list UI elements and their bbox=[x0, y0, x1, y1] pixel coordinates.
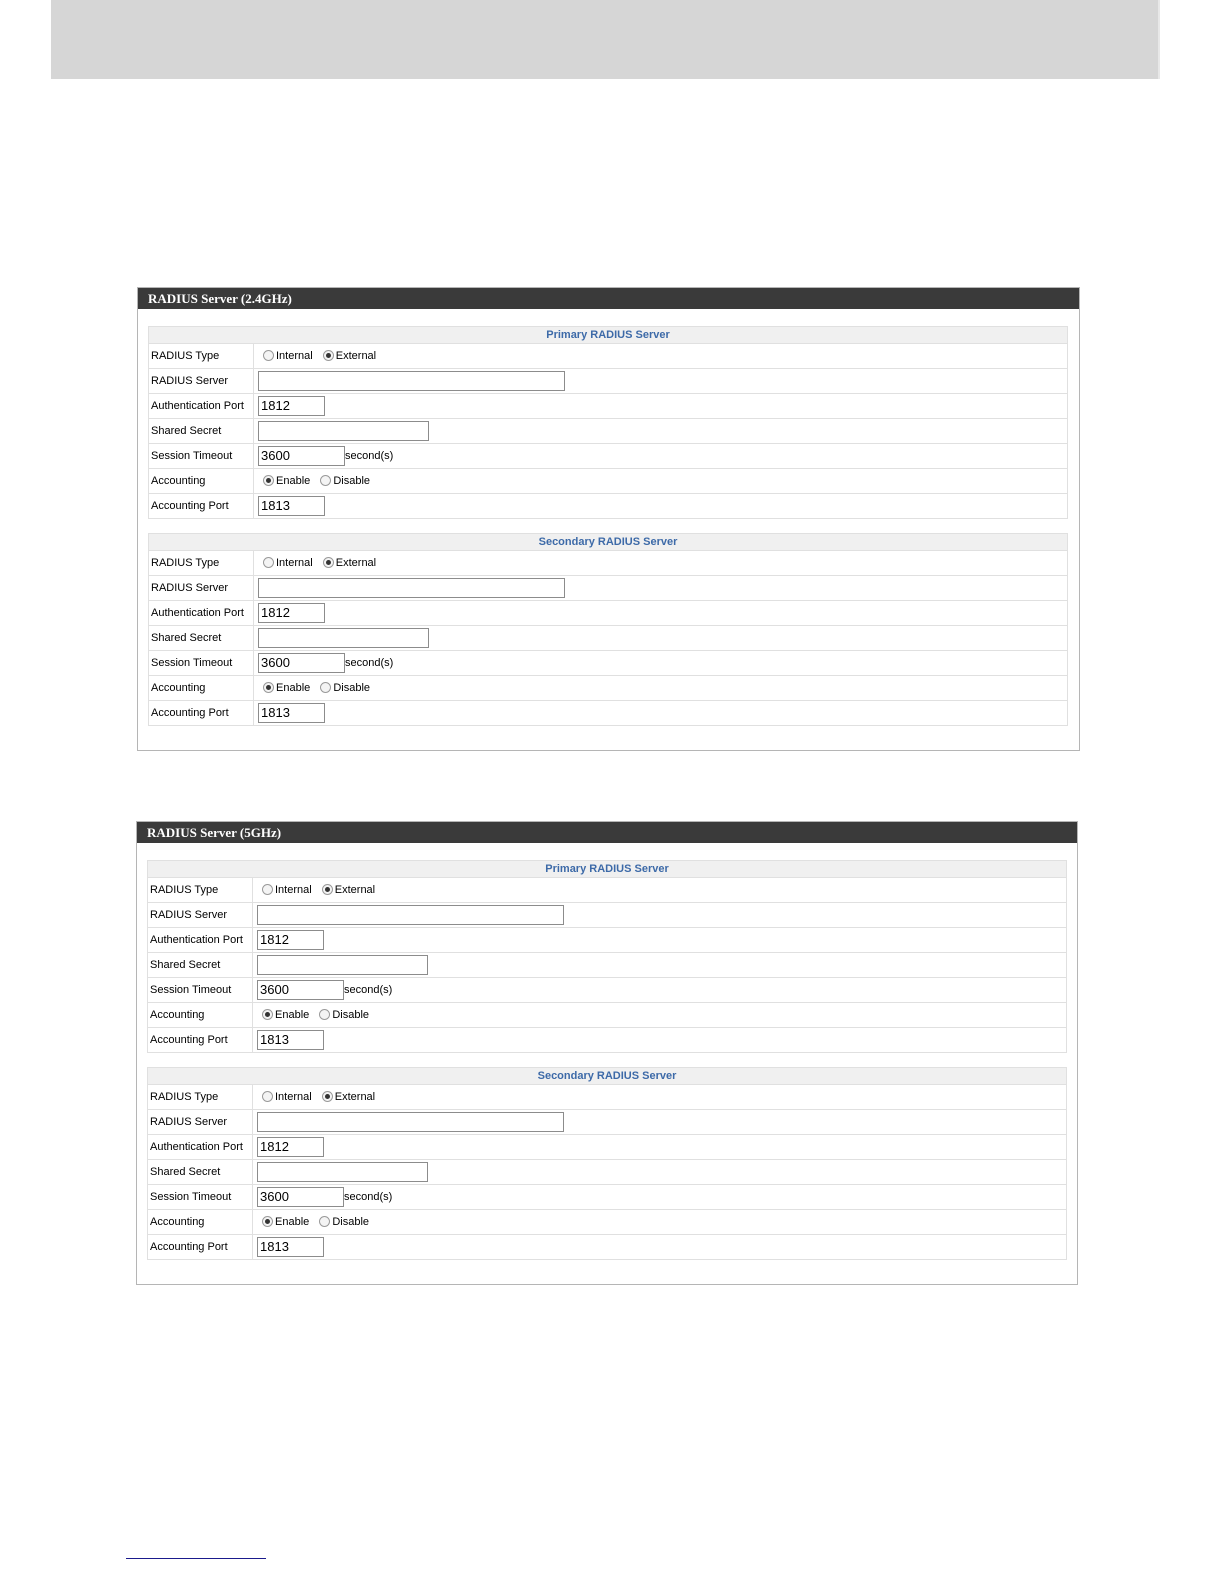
radius-type-external-radio[interactable] bbox=[322, 1091, 333, 1102]
shared-secret-label: Shared Secret bbox=[149, 626, 254, 651]
accounting-enable-radio[interactable] bbox=[263, 682, 274, 693]
primary-radius-table bbox=[148, 326, 1068, 519]
session-timeout-input[interactable]: 3600 bbox=[257, 980, 344, 1000]
session-timeout-unit: second(s) bbox=[345, 656, 394, 669]
section-heading: Primary RADIUS Server bbox=[149, 327, 1068, 344]
radius-type-external-radio[interactable] bbox=[323, 557, 334, 568]
radius-type-internal-radio[interactable] bbox=[263, 350, 274, 361]
session-timeout-label: Session Timeout bbox=[148, 1185, 253, 1210]
section-heading: Secondary RADIUS Server bbox=[149, 534, 1068, 551]
session-timeout-unit: second(s) bbox=[344, 983, 393, 996]
auth-port-input[interactable]: 1812 bbox=[258, 603, 325, 623]
footnote-divider bbox=[126, 1558, 266, 1559]
panel-title: RADIUS Server (2.4GHz) bbox=[138, 288, 1079, 309]
shared-secret-input[interactable] bbox=[258, 628, 429, 648]
accounting-port-input[interactable]: 1813 bbox=[258, 496, 325, 516]
primary-radius-table bbox=[147, 860, 1067, 1053]
radius-server-input[interactable] bbox=[258, 371, 565, 391]
shared-secret-input[interactable] bbox=[257, 955, 428, 975]
accounting-disable-radio[interactable] bbox=[320, 475, 331, 486]
session-timeout-unit: second(s) bbox=[344, 1190, 393, 1203]
auth-port-label: Authentication Port bbox=[148, 928, 253, 953]
accounting-disable-radio[interactable] bbox=[319, 1216, 330, 1227]
radius-server-label: RADIUS Server bbox=[148, 1110, 253, 1135]
auth-port-input[interactable]: 1812 bbox=[258, 396, 325, 416]
radius-server-input[interactable] bbox=[258, 578, 565, 598]
radius-server-input[interactable] bbox=[257, 905, 564, 925]
accounting-port-label: Accounting Port bbox=[148, 1235, 253, 1260]
session-timeout-input[interactable]: 3600 bbox=[257, 1187, 344, 1207]
radius-type-external-radio[interactable] bbox=[323, 350, 334, 361]
panel-title: RADIUS Server (5GHz) bbox=[137, 822, 1077, 843]
enable-label: Enable bbox=[275, 1009, 310, 1021]
auth-port-label: Authentication Port bbox=[149, 601, 254, 626]
accounting-label: Accounting bbox=[149, 676, 254, 701]
auth-port-label: Authentication Port bbox=[149, 394, 254, 419]
accounting-port-label: Accounting Port bbox=[149, 701, 254, 726]
accounting-port-input[interactable]: 1813 bbox=[257, 1237, 324, 1257]
shared-secret-label: Shared Secret bbox=[148, 1160, 253, 1185]
radius-type-internal-radio[interactable] bbox=[262, 1091, 273, 1102]
session-timeout-unit: second(s) bbox=[345, 449, 394, 462]
external-label: External bbox=[335, 557, 377, 569]
auth-port-input[interactable]: 1812 bbox=[257, 1137, 324, 1157]
accounting-enable-radio[interactable] bbox=[262, 1216, 273, 1227]
internal-label: Internal bbox=[275, 1091, 312, 1103]
enable-label: Enable bbox=[275, 1216, 310, 1228]
shared-secret-input[interactable] bbox=[258, 421, 429, 441]
disable-label: Disable bbox=[333, 475, 371, 487]
radius-panel-2-4ghz bbox=[137, 287, 1080, 751]
external-label: External bbox=[334, 1091, 376, 1103]
shared-secret-label: Shared Secret bbox=[149, 419, 254, 444]
shared-secret-label: Shared Secret bbox=[148, 953, 253, 978]
disable-label: Disable bbox=[333, 682, 371, 694]
radius-type-label: RADIUS Type bbox=[148, 1085, 253, 1110]
section-heading: Secondary RADIUS Server bbox=[148, 1068, 1067, 1085]
accounting-enable-radio[interactable] bbox=[262, 1009, 273, 1020]
radius-type-label: RADIUS Type bbox=[148, 878, 253, 903]
accounting-port-input[interactable]: 1813 bbox=[257, 1030, 324, 1050]
enable-label: Enable bbox=[276, 682, 311, 694]
accounting-label: Accounting bbox=[149, 469, 254, 494]
radius-type-internal-radio[interactable] bbox=[262, 884, 273, 895]
session-timeout-label: Session Timeout bbox=[149, 444, 254, 469]
external-label: External bbox=[335, 350, 377, 362]
radius-server-label: RADIUS Server bbox=[148, 903, 253, 928]
radius-type-external-radio[interactable] bbox=[322, 884, 333, 895]
auth-port-label: Authentication Port bbox=[148, 1135, 253, 1160]
radius-panel-5ghz bbox=[136, 821, 1078, 1285]
accounting-disable-radio[interactable] bbox=[320, 682, 331, 693]
radius-type-label: RADIUS Type bbox=[149, 344, 254, 369]
internal-label: Internal bbox=[276, 350, 313, 362]
radius-type-internal-radio[interactable] bbox=[263, 557, 274, 568]
accounting-label: Accounting bbox=[148, 1210, 253, 1235]
radius-type-label: RADIUS Type bbox=[149, 551, 254, 576]
accounting-port-label: Accounting Port bbox=[149, 494, 254, 519]
accounting-disable-radio[interactable] bbox=[319, 1009, 330, 1020]
session-timeout-label: Session Timeout bbox=[148, 978, 253, 1003]
disable-label: Disable bbox=[332, 1009, 370, 1021]
auth-port-input[interactable]: 1812 bbox=[257, 930, 324, 950]
accounting-enable-radio[interactable] bbox=[263, 475, 274, 486]
internal-label: Internal bbox=[275, 884, 312, 896]
top-header-band bbox=[51, 0, 1158, 79]
disable-label: Disable bbox=[332, 1216, 370, 1228]
external-label: External bbox=[334, 884, 376, 896]
secondary-radius-table bbox=[147, 1067, 1067, 1260]
radius-server-label: RADIUS Server bbox=[149, 369, 254, 394]
radius-server-label: RADIUS Server bbox=[149, 576, 254, 601]
session-timeout-input[interactable]: 3600 bbox=[258, 446, 345, 466]
enable-label: Enable bbox=[276, 475, 311, 487]
session-timeout-label: Session Timeout bbox=[149, 651, 254, 676]
radius-server-input[interactable] bbox=[257, 1112, 564, 1132]
accounting-port-label: Accounting Port bbox=[148, 1028, 253, 1053]
accounting-label: Accounting bbox=[148, 1003, 253, 1028]
accounting-port-input[interactable]: 1813 bbox=[258, 703, 325, 723]
shared-secret-input[interactable] bbox=[257, 1162, 428, 1182]
internal-label: Internal bbox=[276, 557, 313, 569]
section-heading: Primary RADIUS Server bbox=[148, 861, 1067, 878]
secondary-radius-table bbox=[148, 533, 1068, 726]
session-timeout-input[interactable]: 3600 bbox=[258, 653, 345, 673]
